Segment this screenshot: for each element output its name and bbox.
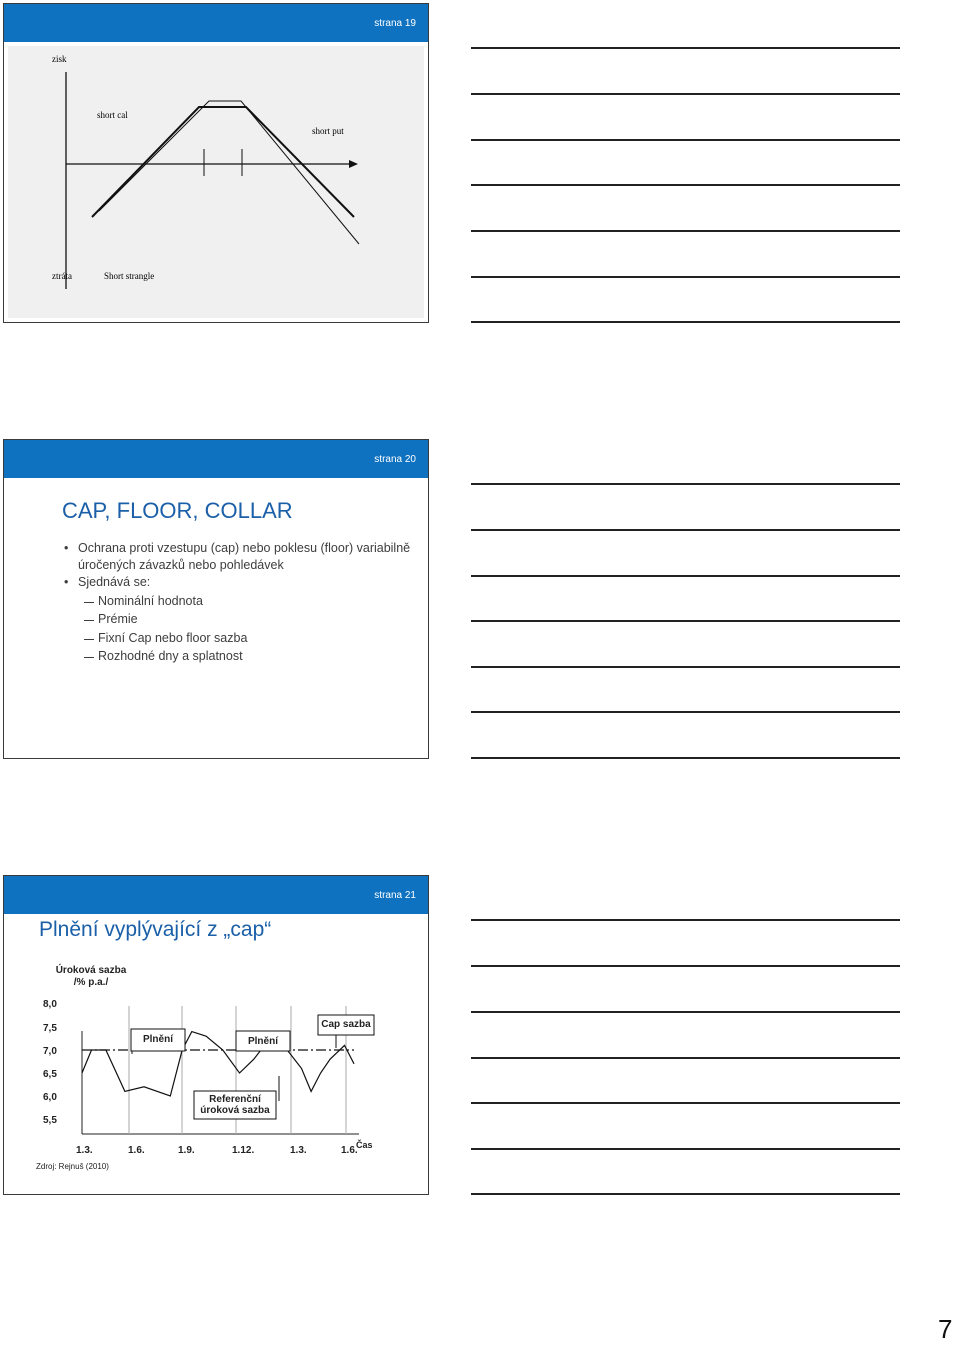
x-tick-label: 1.3. bbox=[290, 1145, 307, 1156]
slide-number: strana 21 bbox=[374, 890, 416, 901]
sub-item: Nominální hodnota bbox=[62, 593, 428, 610]
slide-title: CAP, FLOOR, COLLAR bbox=[62, 498, 293, 523]
x-axis-arrow bbox=[349, 160, 358, 168]
sub-item: Rozhodné dny a splatnost bbox=[62, 648, 428, 665]
slide-20 bbox=[3, 439, 429, 759]
note-line bbox=[471, 139, 900, 141]
y-tick-label: 5,5 bbox=[43, 1115, 57, 1126]
note-line bbox=[471, 47, 900, 49]
sub-item: Fixní Cap nebo floor sazba bbox=[62, 630, 428, 647]
slide-21 bbox=[3, 875, 429, 1195]
bullet-item: • Ochrana proti vzestupu (cap) nebo poklesu (floor) variabilně úročených závazků nebo pohledávek bbox=[62, 540, 428, 573]
y-tick-label: 7,0 bbox=[43, 1046, 57, 1057]
note-line bbox=[471, 575, 900, 577]
slide-number: strana 19 bbox=[374, 18, 416, 29]
note-line bbox=[471, 184, 900, 186]
reference-rate-label: Referenční úroková sazba bbox=[200, 1094, 270, 1116]
y-axis-label: Úroková sazba /% p.a./ bbox=[55, 965, 127, 988]
x-tick-label: 1.6. bbox=[341, 1145, 358, 1156]
source-note: Zdroj: Rejnuš (2010) bbox=[36, 1162, 109, 1171]
sub-item: Prémie bbox=[62, 611, 428, 628]
note-line bbox=[471, 1193, 900, 1195]
note-line bbox=[471, 1057, 900, 1059]
note-line bbox=[471, 757, 900, 759]
payoff-label: Plnění bbox=[142, 1034, 173, 1045]
label-short-strangle: Short strangle bbox=[104, 271, 155, 281]
reference-rate-line bbox=[82, 1032, 354, 1096]
note-line bbox=[471, 965, 900, 967]
note-line bbox=[471, 620, 900, 622]
label-zisk: zisk bbox=[52, 54, 67, 64]
note-line bbox=[471, 529, 900, 531]
bullet-item: • Sjednává se: bbox=[62, 574, 428, 591]
short-strangle-payoff bbox=[92, 107, 354, 217]
note-line bbox=[471, 666, 900, 668]
note-line bbox=[471, 1148, 900, 1150]
slide-19 bbox=[3, 3, 429, 323]
y-tick-label: 6,0 bbox=[43, 1092, 57, 1103]
label-short-put: short put bbox=[312, 126, 344, 136]
slide-title: Plnění vyplývající z „cap“ bbox=[39, 918, 272, 941]
short-put-line bbox=[209, 101, 359, 244]
x-tick-label: 1.3. bbox=[76, 1145, 93, 1156]
payoff-label: Plnění bbox=[247, 1036, 278, 1047]
note-line bbox=[471, 483, 900, 485]
slide-header bbox=[4, 440, 428, 478]
note-line bbox=[471, 711, 900, 713]
label-short-call: short cal bbox=[97, 110, 128, 120]
note-line bbox=[471, 230, 900, 232]
x-tick-label: 1.12. bbox=[232, 1145, 255, 1156]
bullet-list bbox=[62, 540, 428, 665]
y-tick-label: 7,5 bbox=[43, 1023, 57, 1034]
x-tick-label: 1.9. bbox=[178, 1145, 195, 1156]
slide-number: strana 20 bbox=[374, 454, 416, 465]
note-line bbox=[471, 1011, 900, 1013]
note-line bbox=[471, 1102, 900, 1104]
page-number: 7 bbox=[938, 1314, 953, 1344]
label-ztrata: ztráta bbox=[52, 271, 72, 281]
note-line bbox=[471, 919, 900, 921]
x-tick-label: 1.6. bbox=[128, 1145, 145, 1156]
short-strangle-diagram bbox=[4, 4, 429, 323]
note-line bbox=[471, 93, 900, 95]
x-axis-label: Čas bbox=[356, 1140, 373, 1150]
note-line bbox=[471, 276, 900, 278]
y-tick-label: 6,5 bbox=[43, 1069, 57, 1080]
note-line bbox=[471, 321, 900, 323]
cap-rate-label: Cap sazba bbox=[321, 1019, 371, 1030]
y-tick-label: 8,0 bbox=[43, 999, 57, 1010]
